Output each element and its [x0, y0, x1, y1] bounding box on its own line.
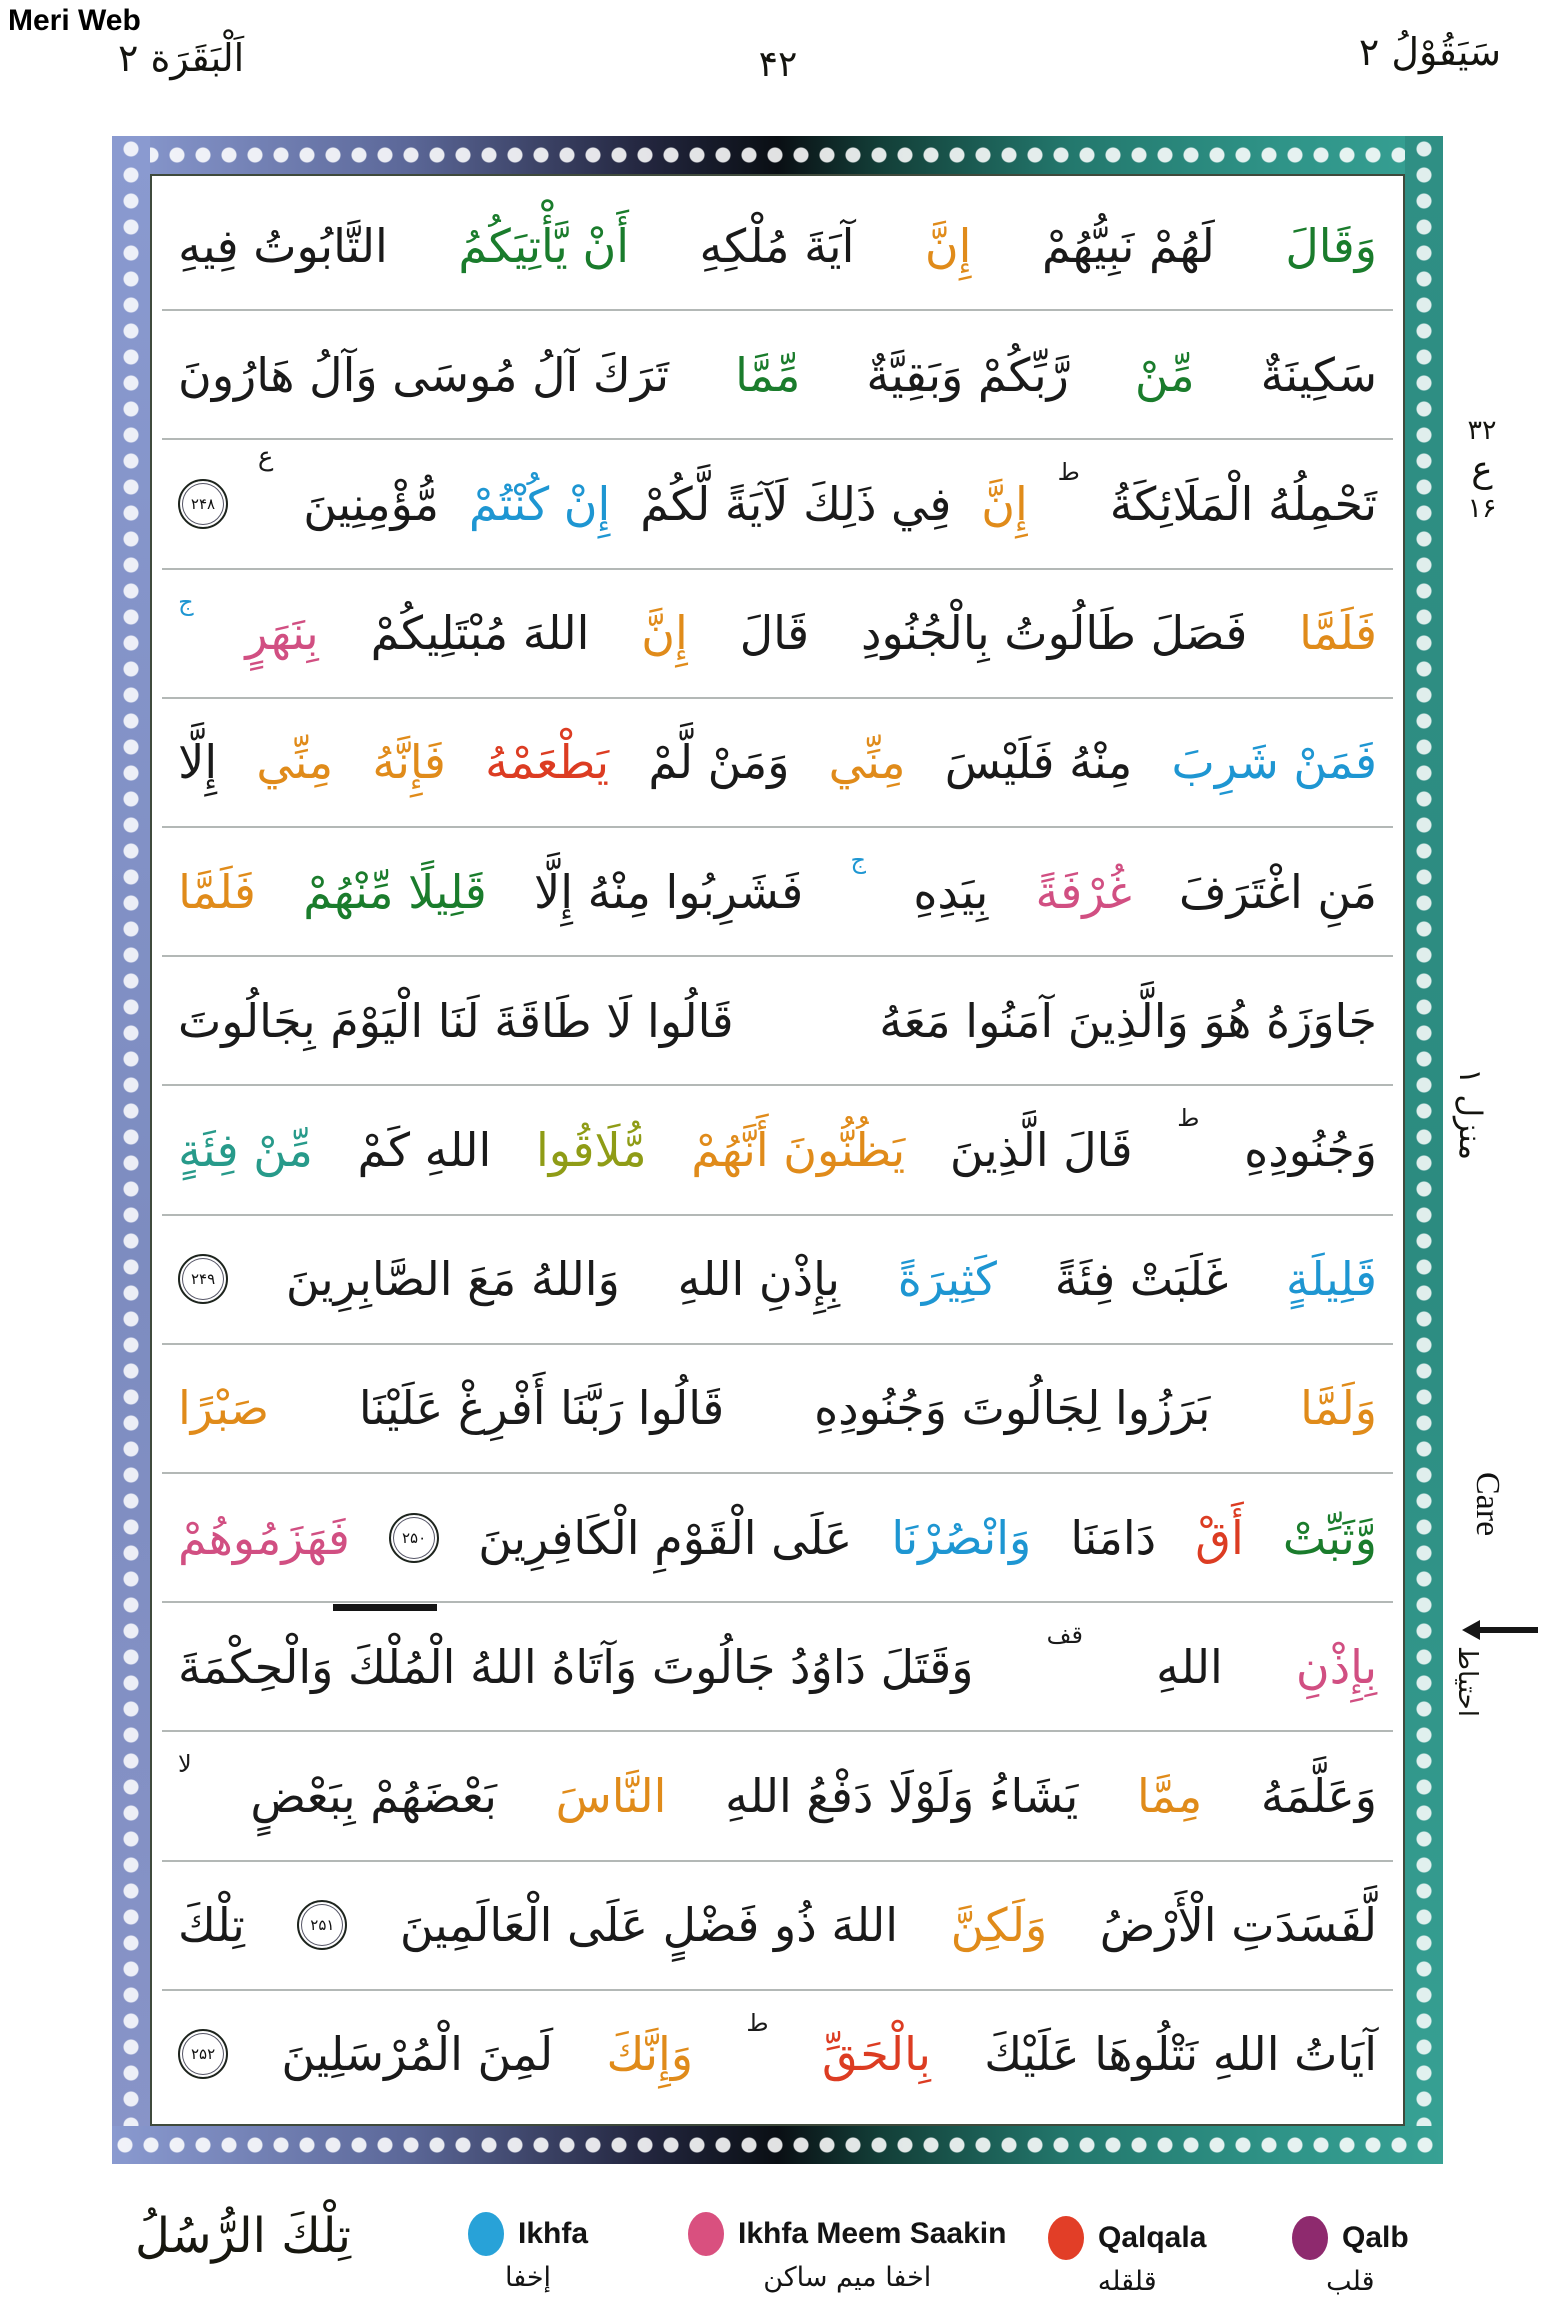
quran-text-segment: مِمَّا: [1136, 1769, 1203, 1824]
verse-end-marker: ۲۴۸: [178, 479, 228, 529]
quran-line: [162, 1345, 1393, 1474]
care-arrow-icon: [1462, 1620, 1538, 1640]
legend-label-arabic: قلب: [1326, 2266, 1375, 2297]
legend-label-english: Ikhfa Meem Saakin: [738, 2217, 1007, 2250]
quran-text-segment: تَحْمِلُهُ الْمَلَائِكَةُ: [1109, 477, 1377, 531]
quran-text-segment: قَلِيلَةٍ: [1286, 1252, 1377, 1307]
quran-text-segment: مِّنْ: [1134, 347, 1195, 402]
quran-text-segment: فِي ذَلِكَ لَآيَةً لَّكُمْ: [640, 477, 952, 531]
legend-color-dot-icon: [1048, 2216, 1084, 2260]
quran-text-segment: وَلَكِنَّ: [950, 1898, 1048, 1953]
quran-line: [162, 1732, 1393, 1861]
care-label-arabic: احتياط: [1452, 1646, 1482, 1717]
quran-text-segment: فَلَمَّا: [178, 864, 256, 919]
quran-text-segment: مُّلَاقُوا: [535, 1123, 647, 1178]
quran-text-segment: إِلَّا: [178, 735, 218, 790]
quran-line: [162, 1603, 1393, 1732]
quran-text-segment: وَّثَبِّتْ: [1282, 1510, 1377, 1565]
quran-text-segment: فَإِنَّهُ: [372, 735, 446, 790]
quran-text-segment: صَبْرًا: [178, 1381, 270, 1436]
quran-text-segment: بَرَزُوا لِجَالُوتَ وَجُنُودِهِ: [814, 1381, 1211, 1436]
legend-color-dot-icon: [1292, 2216, 1328, 2260]
quran-line: [162, 1474, 1393, 1603]
quran-text-segment: يَشَاءُ وَلَوْلَا دَفْعُ اللهِ: [725, 1769, 1079, 1824]
quran-text-segment: مِّنْ فِئَةٍ: [178, 1123, 313, 1178]
verse-end-marker: ۲۵۲: [178, 2029, 228, 2079]
quran-text-segment: وَقَالَ: [1285, 218, 1377, 273]
quran-text-segment: وَإِنَّكَ: [606, 2027, 694, 2082]
quran-text-segment: إِنَّ: [981, 477, 1028, 531]
quran-text-segment: بِنَهَرٍ: [245, 606, 319, 661]
pause-mark: ط: [746, 2008, 769, 2037]
quran-line: [162, 311, 1393, 440]
frame-inner: [150, 174, 1405, 2126]
quran-text-segment: وَقَتَلَ دَاوُدُ جَالُوتَ وَآتَاهُ اللهُ الْمُلْكَ وَالْحِكْمَةَ: [178, 1639, 974, 1694]
quran-text-segment: غُرْفَةً: [1035, 864, 1132, 919]
quran-text-segment: تَرَكَ آلُ مُوسَى وَآلُ هَارُونَ: [178, 347, 670, 402]
legend-item-row: [1048, 2216, 1206, 2260]
quran-text-segment: لَّفَسَدَتِ الْأَرْضُ: [1099, 1898, 1377, 1953]
header-surah-name: اَلْبَقَرَة ۲: [118, 36, 245, 80]
quran-text-segment: مَنِ اغْتَرَفَ: [1178, 864, 1377, 919]
quran-text-segment: جَاوَزَهُ هُوَ وَالَّذِينَ آمَنُوا مَعَهُ: [879, 993, 1377, 1048]
pause-mark: ط: [1177, 1104, 1200, 1133]
ruku-sup-marker: ع: [257, 442, 274, 473]
ruku-number-bottom: ۱۶: [1467, 493, 1497, 524]
quran-text-segment: وَجُنُودِهِ: [1244, 1123, 1377, 1178]
quran-text-segment: فَمَنْ شَرِبَ: [1171, 735, 1377, 790]
quran-text-segment: اللهَ مُبْتَلِيكُمْ: [370, 606, 590, 661]
quran-text-segment: سَكِينَةٌ: [1260, 347, 1377, 402]
quran-text-segment: مِّمَّا: [735, 347, 801, 402]
watermark-text: Meri Web: [8, 4, 141, 37]
quran-text-segment: فَلَمَّا: [1299, 606, 1377, 661]
quran-text-segment: لَمِنَ الْمُرْسَلِينَ: [281, 2027, 554, 2082]
quran-line: [162, 440, 1393, 569]
frame-border-right: [1405, 136, 1443, 2164]
header-juz-name: سَيَقُوْلُ ۲: [1358, 30, 1502, 74]
quran-text-segment: اللهَ ذُو فَضْلٍ عَلَى الْعَالَمِينَ: [399, 1898, 899, 1953]
quran-text-segment: بَعْضَهُمْ بِبَعْضٍ: [250, 1769, 497, 1824]
quran-text-segment: لَهُمْ نَبِيُّهُمْ: [1041, 218, 1215, 273]
legend-item-row: [1292, 2216, 1409, 2260]
pause-mark: قف: [1046, 1621, 1083, 1650]
quran-text-segment: النَّاسَ: [555, 1769, 667, 1824]
quran-line: [162, 1086, 1393, 1215]
quran-text-segment: مِنِّي: [256, 735, 334, 790]
quran-text-segment: رَّبِّكُمْ وَبَقِيَّةٌ: [866, 347, 1069, 402]
quran-text-segment: يَظُنُّونَ أَنَّهُمْ: [691, 1123, 906, 1178]
verse-end-marker: ۲۵۰: [389, 1513, 439, 1563]
quran-text-segment: آيَاتُ اللهِ نَتْلُوهَا عَلَيْكَ: [984, 2027, 1377, 2082]
quran-text-segment: بِإِذْنِ: [1295, 1639, 1377, 1694]
quran-text-segment: اللهِ: [1156, 1639, 1223, 1694]
quran-line: [162, 182, 1393, 311]
quran-line: [162, 1862, 1393, 1991]
legend-item: [1048, 2216, 1206, 2297]
quran-text-segment: مِنِّي: [828, 735, 906, 790]
legend-color-dot-icon: [688, 2212, 724, 2256]
legend-label-arabic: قلقله: [1097, 2266, 1157, 2297]
quran-text-segment: مُّؤْمِنِينَ: [303, 477, 440, 531]
legend-item: [1292, 2216, 1409, 2297]
quran-text-segment: فَصَلَ طَالُوتُ بِالْجُنُودِ: [860, 606, 1248, 661]
quran-text-segment: آيَةَ مُلْكِهِ: [699, 218, 855, 273]
quran-text-segment: عَلَى الْقَوْمِ الْكَافِرِينَ: [478, 1510, 853, 1565]
quran-text-segment: قَالَ الَّذِينَ: [949, 1123, 1133, 1178]
arrow-shaft: [1476, 1627, 1538, 1633]
pause-mark: ج: [178, 587, 194, 616]
quran-text-segment: دَامَنَا: [1070, 1510, 1157, 1565]
verse-end-marker: ۲۵۱: [297, 1900, 347, 1950]
quran-text-segment: أَقْ: [1195, 1510, 1244, 1565]
legend-item: [468, 2212, 588, 2293]
quran-text-segment: إِنَّ: [924, 218, 972, 273]
ruku-ain-symbol: ع: [1471, 449, 1493, 490]
legend-label-english: Ikhfa: [518, 2217, 589, 2250]
quran-text-segment: إِنَّ: [641, 606, 688, 661]
quran-text-segment: قَالُوا رَبَّنَا أَفْرِغْ عَلَيْنَا: [358, 1381, 725, 1436]
legend-color-dot-icon: [468, 2212, 504, 2256]
quran-text-segment: فَشَرِبُوا مِنْهُ إِلَّا: [534, 864, 804, 919]
quran-text-segment: قَالُوا لَا طَاقَةَ لَنَا الْيَوْمَ بِجَالُوتَ: [178, 993, 734, 1048]
quran-line: [162, 828, 1393, 957]
quran-text-segment: غَلَبَتْ فِئَةً: [1054, 1252, 1229, 1307]
verse-end-marker: ۲۴۹: [178, 1254, 228, 1304]
quran-text-segment: وَعَلَّمَهُ: [1260, 1769, 1377, 1824]
legend-label-arabic: إخفا: [504, 2262, 552, 2293]
quran-text-segment: التَّابُوتُ فِيهِ: [178, 218, 388, 273]
legend-label-english: Qalqala: [1098, 2221, 1207, 2254]
legend-item-row: [468, 2212, 588, 2256]
quran-text-segment: إِنْ كُنْتُمْ: [468, 477, 611, 531]
quran-text-segment: وَاللهُ مَعَ الصَّابِرِينَ: [285, 1252, 620, 1307]
quran-text-segment: قَلِيلًا مِّنْهُمْ: [303, 864, 487, 919]
header-page-number: ۴۲: [758, 44, 798, 85]
quran-line: [162, 1216, 1393, 1345]
ruku-marker-column: [1447, 414, 1517, 526]
care-underline-mark: [333, 1604, 437, 1611]
quran-text-segment: وَانْصُرْنَا: [891, 1510, 1032, 1565]
quran-text-segment: يَطْعَمْهُ: [485, 735, 610, 790]
quran-text-segment: وَمَنْ لَّمْ: [648, 735, 790, 790]
quran-text-segment: قَالَ: [739, 606, 810, 661]
manzil-marker: منزل ۱: [1452, 1068, 1488, 1161]
care-label-english: Care: [1469, 1472, 1506, 1537]
quran-line: [162, 699, 1393, 828]
pause-mark: ج: [850, 846, 867, 875]
mushaf-lines: [162, 182, 1393, 2118]
quran-text-segment: بِإِذْنِ اللهِ: [677, 1252, 840, 1307]
ruku-number-top: ۳۲: [1467, 415, 1497, 446]
mushaf-frame: [112, 136, 1443, 2164]
quran-text-segment: أَنْ يَّأْتِيَكُمُ: [458, 218, 630, 273]
pause-mark: ط: [1057, 458, 1080, 487]
frame-border-top: [112, 136, 1443, 174]
quran-text-segment: مِنْهُ فَلَيْسَ: [944, 735, 1133, 790]
quran-text-segment: فَهَزَمُوهُمْ: [178, 1510, 350, 1565]
legend-item-row: [688, 2212, 1006, 2256]
quran-text-segment: بِيَدِهِ: [913, 864, 989, 919]
quran-text-segment: بِالْحَقِّ: [822, 2027, 931, 2082]
frame-border-left: [112, 136, 150, 2164]
frame-border-bottom: [112, 2126, 1443, 2164]
legend-label-arabic: اخفا ميم ساكن: [763, 2262, 932, 2293]
pause-mark: لا: [178, 1750, 192, 1779]
quran-text-segment: وَلَمَّا: [1300, 1381, 1377, 1436]
legend-item: [688, 2212, 1006, 2293]
next-page-catchword: تِلْكَ الرُّسُلُ: [135, 2208, 351, 2264]
quran-line: [162, 1991, 1393, 2118]
quran-text-segment: كَثِيرَةً: [897, 1252, 997, 1307]
quran-text-segment: تِلْكَ: [178, 1898, 245, 1953]
legend-label-english: Qalb: [1342, 2221, 1409, 2254]
quran-text-segment: اللهِ كَمْ: [357, 1123, 492, 1178]
quran-line: [162, 570, 1393, 699]
quran-line: [162, 957, 1393, 1086]
